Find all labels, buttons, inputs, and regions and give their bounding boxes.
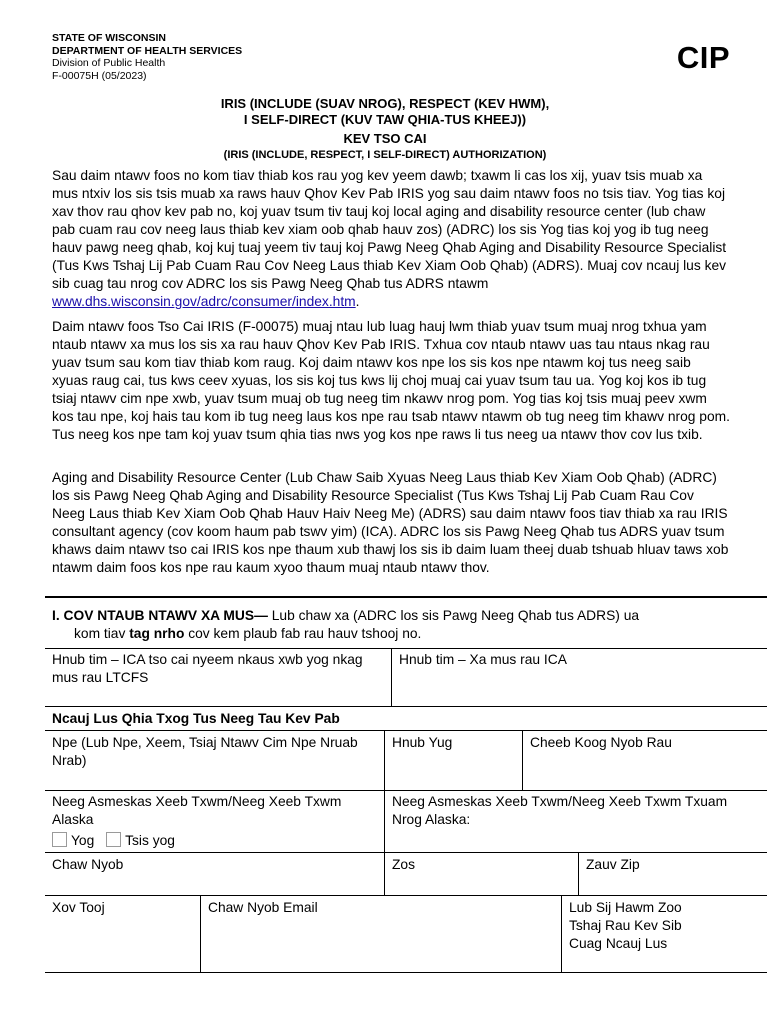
yes-checkbox[interactable] <box>52 832 67 847</box>
form-divider <box>384 852 385 895</box>
paragraph-1-end: . <box>355 294 360 309</box>
form-divider <box>200 895 201 972</box>
section-1-intro: Lub chaw xa (ADRC los sis Pawg Neeg Qhab tus ADRS) ua <box>267 608 640 623</box>
form-code: CIP <box>676 40 730 75</box>
paragraph-1-text: Sau daim ntawv foos no kom tiav thiab kos rau yog kev yeem dawb; txawm li cas los xij, yuav tsis muab xa mus ntxiv los sis tsis muab xa raws hauv Qhov Kev Pab IRIS yog sau daim ntawv foos no tsis tiav. Yog tias koj xav thov rau qhov kev pab no, koj yuav tsum tiv tauj koj local aging and disability resource center (lub chaw pab cuam rau cov neeg laus thiab kev xiam oob qhab hauv zos) (ADRC) los sis Yog tias koj yog ib tug neeg hauv pawg neeg qhab, koj kuj tuaj yeem tiv tauj koj Pawg Neeg Qhab Aging and Disability Resource Specialist (Tus Kws Tshaj Lij Pab Cuam Rau Cov Neeg Laus thiab Kev Xiam Oob Qhab) (ADRS). Muaj cov ncauj lus kev sib cuag tau nrog cov ADRC los sis Pawg Neeg Qhab tus ADRS ntawm <box>52 168 727 291</box>
form-divider <box>384 730 385 790</box>
form-divider <box>578 852 579 895</box>
department-name: DEPARTMENT OF HEALTH SERVICES <box>52 44 243 57</box>
division-name: Division of Public Health <box>52 57 166 69</box>
phone-label: Xov Tooj <box>52 900 105 915</box>
form-title <box>0 96 770 128</box>
title-line-2: I SELF-DIRECT (KUV TAW QHIA-TUS KHEEJ)) <box>243 112 527 127</box>
adrc-link[interactable]: www.dhs.wisconsin.gov/adrc/consumer/index.htm <box>52 294 356 309</box>
email-field[interactable] <box>208 899 318 917</box>
section-1-intro-line-2: kom tiav tag nrho cov kem plaub fab rau hauv tshooj no. <box>74 626 422 641</box>
form-divider <box>384 790 385 852</box>
form-rule <box>45 852 767 853</box>
instructions-paragraph-1 <box>52 167 730 311</box>
no-checkbox[interactable] <box>106 832 121 847</box>
form-rule <box>45 895 767 896</box>
native-american-options <box>52 832 175 850</box>
preferred-contact-time-label: Lub Sij Hawm Zoo Tshaj Rau Kev Sib Cuag Ncauj Lus <box>569 900 682 951</box>
email-label: Chaw Nyob Email <box>208 900 318 915</box>
county-field[interactable] <box>530 734 672 752</box>
form-number: F-00075H (05/2023) <box>52 69 147 82</box>
form-rule <box>45 730 767 731</box>
instructions-paragraph-2: Daim ntawv foos Tso Cai IRIS (F-00075) muaj ntau lub luag hauj lwm thiab yuav tsum muaj nrog txhua yam ntaub ntawv xa mus los sis xa rau hauv Qhov Kev Pab IRIS. Txhua cov ntaub ntawv uas tau ntaus nkag rau yuav tsum sau kom tiav thiab kom raug. Koj daim ntawv kos npe los sis kos npe ntawm koj tus neeg saib xyuas raug cai, tus kws ceev xyuas, los sis koj tus kws lij choj muaj cai yuav tsum tau ua. Yog koj kos ib tug tsiaj ntawv cim npe xwb, yuav tsum muaj ob tug neeg tim nkawv nrog pom. Yog tias koj tsis muaj peev xwm kos tau npe, koj hais tau kom ib tug neeg laus kos npe rau tsab ntawv ntawm ob tug neeg tim khawv nrog pom. Tus neeg kos npe tam koj yuav tsum qhia tias nws yog kos npe raws li tus neeg ua ntawv thov cov lus txib. <box>52 319 730 442</box>
ica-date-label: Hnub tim – ICA tso cai nyeem nkaus xwb yog nkag mus rau LTCFS <box>52 652 363 685</box>
zip-label: Zauv Zip <box>586 857 640 872</box>
applicant-info-heading: Ncauj Lus Qhia Txog Tus Neeg Tau Kev Pab <box>52 711 340 726</box>
address-label: Chaw Nyob <box>52 857 124 872</box>
form-divider <box>522 730 523 790</box>
zip-field[interactable] <box>586 856 640 874</box>
agency-header <box>52 32 242 82</box>
form-rule <box>45 790 767 791</box>
title-line-3: KEV TSO CAI <box>343 131 427 146</box>
instructions-paragraph-3: Aging and Disability Resource Center (Lub Chaw Saib Xyuas Neeg Laus thiab Kev Xiam Oob Qhab) (ADRC) los sis Pawg Neeg Qhab Aging and Disability Resource Specialist (Tus Kws Tshaj Lij Pab Cuam Rau Cov Neeg Laus thiab Kev Xiam Oob Qhab Hauv Haiv Neeg Me) (ADRS) sau daim ntawv foos tiav thiab xa rau IRIS consultant agency (cov koom haum pab tswv yim) (ICA). ADRC los sis Pawg Neeg Qhab tus ADRS yuav tsum khaws daim ntawv tso cai IRIS kos npe thaum xub thawj los sis ib daim luam theej duab tshuab hluav taws xob ntawm daim foos kos npe rau kaum xyoo thaum muaj ntaub ntawv thov. <box>52 470 729 575</box>
section-divider <box>45 596 767 598</box>
state-name: STATE OF WISCONSIN <box>52 32 166 44</box>
title-line-4: (IRIS (INCLUDE, RESPECT, I SELF-DIRECT) AUTHORIZATION) <box>223 149 547 161</box>
no-label: Tsis yog <box>125 833 175 848</box>
name-label: Npe (Lub Npe, Xeem, Tsiaj Ntawv Cim Npe Nruab Nrab) <box>52 735 358 768</box>
city-label: Zos <box>392 857 415 872</box>
section-1-heading: I. COV NTAUB NTAWV XA MUS— <box>52 608 268 623</box>
county-label: Cheeb Koog Nyob Rau <box>530 735 672 750</box>
form-divider <box>391 648 392 706</box>
title-line-1: IRIS (INCLUDE (SUAV NROG), RESPECT (KEV HWM), <box>220 96 550 111</box>
preferred-contact-time-field[interactable] <box>569 899 709 953</box>
native-american-field <box>52 793 377 829</box>
ica-sent-date-field[interactable] <box>399 651 759 669</box>
phone-field[interactable] <box>52 899 105 917</box>
native-american-label: Neeg Asmeskas Xeeb Txwm/Neeg Xeeb Txwm Alaska <box>52 794 342 827</box>
form-rule <box>45 706 767 707</box>
tribe-field[interactable] <box>392 793 732 829</box>
section-1-title <box>52 607 732 643</box>
form-rule <box>45 648 767 649</box>
ica-date-field[interactable] <box>52 651 382 687</box>
city-field[interactable] <box>392 856 415 874</box>
tribe-label: Neeg Asmeskas Xeeb Txwm/Neeg Xeeb Txwm Txuam Nrog Alaska: <box>392 794 728 827</box>
form-divider <box>561 895 562 972</box>
name-field[interactable] <box>52 734 372 770</box>
ica-sent-date-label: Hnub tim – Xa mus rau ICA <box>399 652 567 667</box>
dob-field[interactable] <box>392 734 452 752</box>
address-field[interactable] <box>52 856 123 874</box>
yes-label: Yog <box>71 833 95 848</box>
dob-label: Hnub Yug <box>392 735 453 750</box>
form-rule <box>45 972 767 973</box>
